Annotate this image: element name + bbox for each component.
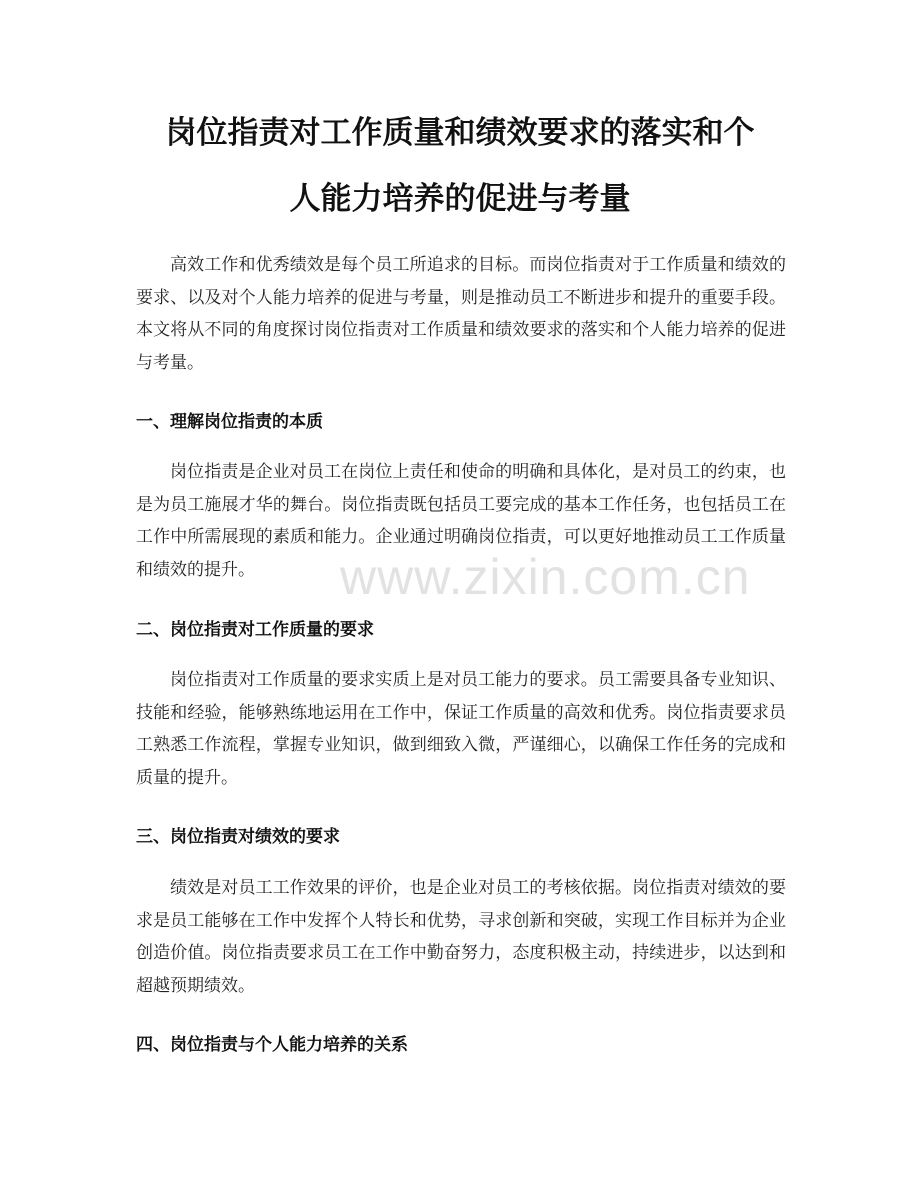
section-body-1: 岗位指责是企业对员工在岗位上责任和使命的明确和具体化，是对员工的约束，也是为员工施展才华的舞台。岗位指责既包括员工要完成的基本工作任务，也包括员工在工作中所需展现的素质和能力。企业通过明确岗位指责，可以更好地推动员工工作质量和绩效的提升。: [136, 462, 786, 580]
section-heading-1: 一、理解岗位指责的本质: [136, 412, 323, 432]
section-heading-3: 三、岗位指责对绩效的要求: [136, 827, 340, 847]
document-title: [100, 100, 820, 232]
intro-paragraph: 高效工作和优秀绩效是每个员工所追求的目标。而岗位指责对于工作质量和绩效的要求、以及对个人能力培养的促进与考量，则是推动员工不断进步和提升的重要手段。本文将从不同的角度探讨岗位指责对工作质量和绩效要求的落实和个人能力培养的促进与考量。: [136, 255, 786, 373]
section-body-2: 岗位指责对工作质量的要求实质上是对员工能力的要求。员工需要具备专业知识、技能和经验，能够熟练地运用在工作中，保证工作质量的高效和优秀。岗位指责要求员工熟悉工作流程，掌握专业知识，做到细致入微，严谨细心，以确保工作任务的完成和质量的提升。: [136, 670, 786, 788]
title-line-2: 人能力培养的促进与考量: [289, 181, 631, 217]
title-line-1: 岗位指责对工作质量和绩效要求的落实和个: [165, 115, 755, 151]
section-heading-2: 二、岗位指责对工作质量的要求: [136, 620, 374, 640]
section-heading-4: 四、岗位指责与个人能力培养的关系: [136, 1035, 408, 1055]
watermark: www.zixin.com.cn: [340, 549, 751, 605]
section-body-3: 绩效是对员工工作效果的评价，也是企业对员工的考核依据。岗位指责对绩效的要求是员工能够在工作中发挥个人特长和优势，寻求创新和突破，实现工作目标并为企业创造价值。岗位指责要求员工在工作中勤奋努力，态度积极主动，持续进步，以达到和超越预期绩效。: [136, 878, 786, 996]
